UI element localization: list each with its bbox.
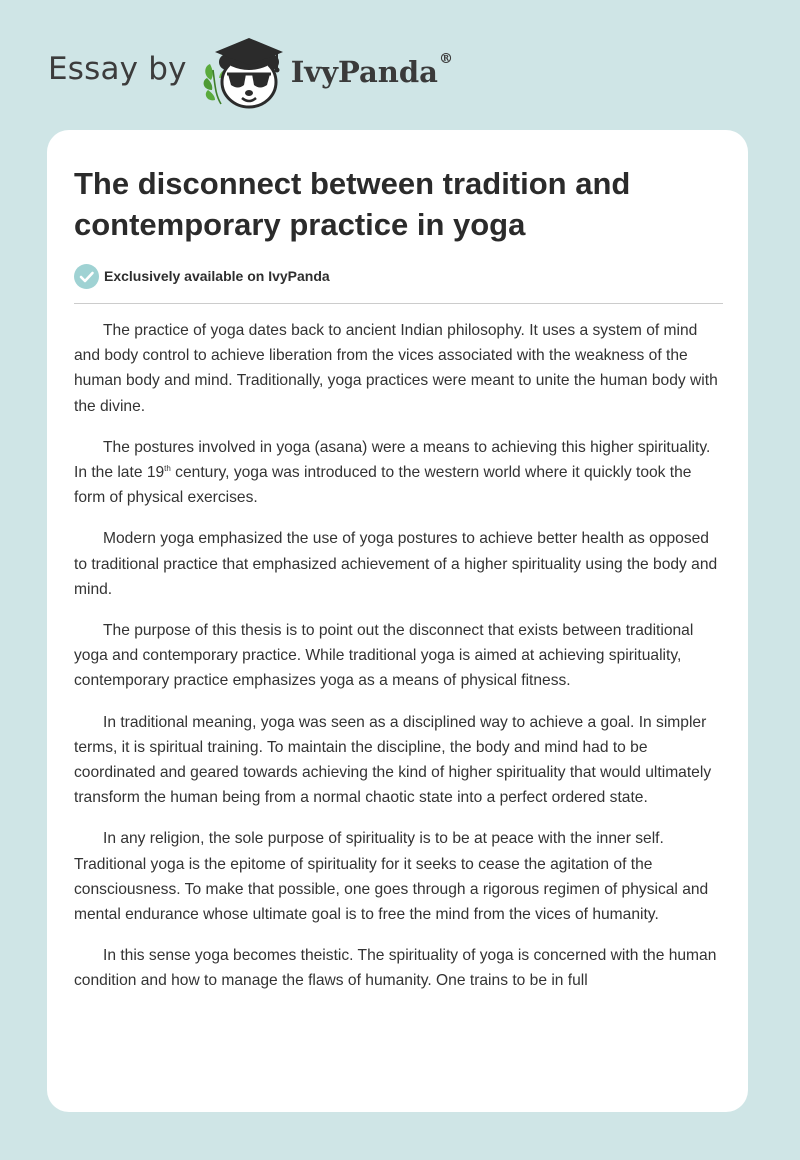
paragraph: The postures involved in yoga (asana) were a means to achieving this higher spirituality. In the late 19th century, yoga was introduced to the western world where it quickly took the form of physical exercises. — [74, 438, 711, 507]
exclusive-label: Exclusively available on IvyPanda — [104, 268, 330, 284]
paragraph: In traditional meaning, yoga was seen as a disciplined way to achieve a goal. In simpler terms, it is spiritual training. To maintain the discipline, the body and mind had to be coordinated and geared towards achieving the kind of higher spirituality that would ultimately transform the human being from a normal chaotic state into a perfect ordered state. — [74, 713, 712, 807]
registered-mark: ® — [438, 51, 453, 67]
ordinal-suffix: th — [164, 463, 171, 473]
panda-graduate-logo-icon[interactable] — [201, 30, 287, 110]
essay-title: The disconnect between tradition and contemporary practice in yoga — [74, 166, 631, 242]
essay-body — [74, 318, 724, 1010]
essay-by-label: Essay by — [48, 51, 187, 87]
brand-name[interactable]: IvyPanda® — [290, 51, 453, 89]
paragraph: In any religion, the sole purpose of spirituality is to be at peace with the inner self. Traditional yoga is the epitome of spirituality for it seeks to cease the agitation of the consciousness. To make that possible, one goes through a rigorous regimen of physical and mental endurance whose ultimate goal is to free the mind from the vices of humanity. — [74, 830, 709, 924]
paragraph: In this sense yoga becomes theistic. The spirituality of yoga is concerned with the human condition and how to manage the flaws of humanity. One trains to be in full — [74, 947, 717, 990]
paragraph: Modern yoga emphasized the use of yoga postures to achieve better health as opposed to traditional practice that emphasized achievement of a higher spirituality using the body and mind. — [74, 530, 718, 598]
site-header — [48, 30, 453, 110]
essay-card — [47, 130, 748, 1112]
paragraph: The purpose of this thesis is to point out the disconnect that exists between traditional yoga and contemporary practice. While traditional yoga is aimed at achieving spirituality, contemporary practice emphasizes yoga as a means of physical fitness. — [74, 622, 694, 690]
paragraph: The practice of yoga dates back to ancient Indian philosophy. It uses a system of mind and body control to achieve liberation from the vices associated with the weakness of the human body and mind. Traditionally, yoga practices were meant to unite the human body with the divine. — [74, 322, 718, 415]
check-circle-icon — [74, 264, 99, 289]
divider — [74, 303, 723, 304]
exclusive-badge — [74, 263, 330, 289]
